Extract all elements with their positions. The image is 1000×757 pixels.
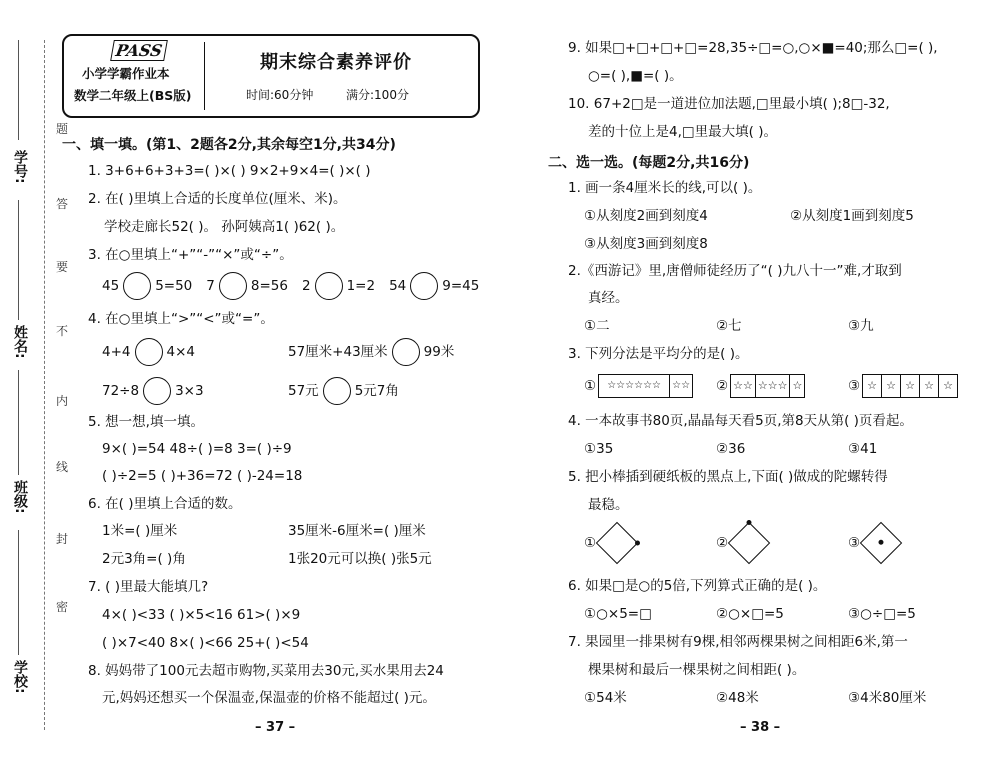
choice-5-opt-b xyxy=(716,528,774,558)
stick-dot xyxy=(634,539,641,546)
choice-1-opt-b: ②从刻度1画到刻度5 xyxy=(790,208,914,224)
series-name: 小学学霸作业本 xyxy=(82,66,170,81)
choice-7-opt: ②48米 xyxy=(716,690,759,706)
question-8: 8. 妈妈带了100元去超市购物,买菜用去30元,买水果用去24 xyxy=(88,663,444,679)
question-4-row1-b xyxy=(288,338,454,366)
star-group: ☆ xyxy=(943,379,954,392)
star-group-box xyxy=(862,374,958,398)
school-label: 学校: xyxy=(12,660,28,694)
choice-7-opt: ③4米80厘米 xyxy=(848,690,927,706)
star-group: ☆ xyxy=(792,379,803,392)
choice-7-opt: ①54米 xyxy=(584,690,627,706)
question-9-cont: ○=( ),■=( )。 xyxy=(588,68,683,84)
question-6: 6. 在( )里填上合适的数。 xyxy=(88,496,242,512)
student-id-label: 学号: xyxy=(12,150,28,184)
choice-3: 3. 下列分法是平均分的是( )。 xyxy=(568,346,749,362)
question-7-row1: 4×( )<33 ( )×5<16 61>( )×9 xyxy=(102,607,301,623)
question-6-b1: 2元3角=( )角 xyxy=(102,551,186,567)
q4-right: 5元7角 xyxy=(354,383,399,399)
seal-char: 题 xyxy=(56,122,69,136)
full-score: 满分:100分 xyxy=(346,88,409,102)
student-name-label: 姓名: xyxy=(12,325,28,359)
question-5-row1: 9×( )=54 48÷( )=8 3=( )÷9 xyxy=(102,441,292,457)
q4-left: 57厘米+43厘米 xyxy=(288,344,388,360)
star-group-box xyxy=(598,374,693,398)
star-group: ☆ xyxy=(920,375,939,397)
choice-6-opt: ①○×5=□ xyxy=(584,606,652,622)
choice-5-opt-a xyxy=(584,528,642,558)
q4-right: 99米 xyxy=(423,344,455,360)
q3-left: 54 xyxy=(389,278,407,294)
option-label: ① xyxy=(584,378,597,394)
school-write-line xyxy=(18,530,19,655)
header-box xyxy=(62,34,480,118)
question-6-a1: 1米=( )厘米 xyxy=(102,523,178,539)
choice-1: 1. 画一条4厘米长的线,可以( )。 xyxy=(568,180,762,196)
star-group: ☆☆ xyxy=(672,380,691,391)
answer-circle[interactable] xyxy=(323,377,351,405)
binding-line xyxy=(44,40,45,730)
q3-right: 5=50 xyxy=(155,278,193,294)
question-6-a2: 35厘米-6厘米=( )厘米 xyxy=(288,523,426,539)
option-label: ② xyxy=(716,378,729,394)
stick-dot xyxy=(878,539,885,546)
answer-circle[interactable] xyxy=(315,272,343,300)
answer-circle[interactable] xyxy=(392,338,420,366)
question-9: 9. 如果□+□+□+□=28,35÷□=○,○×■=40;那么□=( ), xyxy=(568,40,938,56)
choice-4-opt: ②36 xyxy=(716,441,746,457)
star-group: ☆ xyxy=(882,375,901,397)
question-3: 3. 在○里填上“+”“-”“×”或“÷”。 xyxy=(88,247,293,263)
class-write-line xyxy=(18,370,19,475)
question-1: 1. 3+6+6+3+3=( )×( ) 9×2+9×4=( )×( ) xyxy=(88,163,371,179)
q4-right: 3×3 xyxy=(175,383,204,399)
question-7: 7. ( )里最大能填几? xyxy=(88,579,209,595)
question-4: 4. 在○里填上“>”“<”或“=”。 xyxy=(88,311,274,327)
choice-3-opt-c xyxy=(848,374,958,398)
answer-circle[interactable] xyxy=(123,272,151,300)
option-label: ② xyxy=(716,535,729,551)
choice-3-opt-b xyxy=(716,374,805,398)
choice-1-opt-c: ③从刻度3画到刻度8 xyxy=(584,236,708,252)
q4-right: 4×4 xyxy=(166,344,195,360)
choice-2: 2.《西游记》里,唐僧师徒经历了“( )九八十一”难,才取到 xyxy=(568,263,902,279)
seal-char: 答 xyxy=(56,197,69,211)
header-divider xyxy=(204,42,205,110)
choice-3-opt-a xyxy=(584,374,693,398)
question-4-row1-a xyxy=(102,338,195,366)
choice-5: 5. 把小棒插到硬纸板的黑点上,下面( )做成的陀螺转得 xyxy=(568,469,888,485)
choice-4-opt: ③41 xyxy=(848,441,878,457)
choice-5-opt-c xyxy=(848,528,906,558)
section-choice: 二、选一选。(每题2分,共16分) xyxy=(548,155,750,171)
option-label: ③ xyxy=(848,378,861,394)
question-4-row2-a xyxy=(102,377,204,405)
choice-6-opt: ②○×□=5 xyxy=(716,606,784,622)
seal-char: 线 xyxy=(56,460,69,474)
star-group: ☆ xyxy=(901,375,920,397)
edition: 数学二年级上(BS版) xyxy=(74,88,192,103)
star-group: ☆☆☆☆☆☆ xyxy=(599,375,670,397)
q3-left: 2 xyxy=(301,278,311,294)
q3-right: 8=56 xyxy=(250,278,288,294)
top-card-diamond xyxy=(596,522,638,564)
question-6-b2: 1张20元可以换( )张5元 xyxy=(288,551,432,567)
question-8-cont: 元,妈妈还想买一个保温壶,保温壶的价格不能超过( )元。 xyxy=(102,690,436,706)
page-number-right: – 38 – xyxy=(740,720,781,735)
name-write-line xyxy=(18,200,19,320)
choice-2-opt: ①二 xyxy=(584,318,610,334)
q3-right: 9=45 xyxy=(442,278,480,294)
question-10: 10. 67+2□是一道进位加法题,□里最小填( );8□-32, xyxy=(568,96,890,112)
q4-left: 57元 xyxy=(288,383,319,399)
id-write-line xyxy=(18,40,19,140)
seal-char: 不 xyxy=(56,324,69,338)
section-fill-blank: 一、填一填。(第1、2题各2分,其余每空1分,共34分) xyxy=(62,137,396,153)
option-label: ① xyxy=(584,535,597,551)
class-label: 班级: xyxy=(12,480,28,514)
q4-left: 72÷8 xyxy=(102,383,140,399)
choice-6-opt: ③○÷□=5 xyxy=(848,606,916,622)
choice-2-opt: ②七 xyxy=(716,318,742,334)
choice-2-opt: ③九 xyxy=(848,318,874,334)
seal-char: 密 xyxy=(56,600,69,614)
page-number-left: – 37 – xyxy=(255,720,296,735)
q3-left: 7 xyxy=(206,278,215,294)
question-7-row2: ( )×7<40 8×( )<66 25+( )<54 xyxy=(102,635,309,651)
question-5-row2: ( )÷2=5 ( )+36=72 ( )-24=18 xyxy=(102,468,303,484)
star-group: ☆☆ xyxy=(731,375,756,397)
answer-circle[interactable] xyxy=(135,338,163,366)
q4-left: 4+4 xyxy=(102,344,131,360)
star-group: ☆ xyxy=(863,375,882,397)
pass-logo: PASS xyxy=(110,40,168,61)
question-2-content: 学校走廊长52( )。 孙阿姨高1( )62( )。 xyxy=(104,219,345,235)
q3-left: 45 xyxy=(102,278,120,294)
seal-char: 要 xyxy=(56,260,69,274)
top-card-diamond xyxy=(728,522,770,564)
top-card-diamond xyxy=(860,522,902,564)
choice-4: 4. 一本故事书80页,晶晶每天看5页,第8天从第( )页看起。 xyxy=(568,413,913,429)
choice-7: 7. 果园里一排果树有9棵,相邻两棵果树之间相距6米,第一 xyxy=(568,634,908,650)
question-5: 5. 想一想,填一填。 xyxy=(88,414,204,430)
seal-char: 内 xyxy=(56,394,69,408)
stick-dot xyxy=(746,519,753,526)
question-3-items xyxy=(102,272,479,300)
q3-right: 1=2 xyxy=(346,278,376,294)
choice-7-cont: 棵果树和最后一棵果树之间相距( )。 xyxy=(588,662,806,678)
choice-1-opt-a: ①从刻度2画到刻度4 xyxy=(584,208,708,224)
answer-circle[interactable] xyxy=(219,272,247,300)
star-group: ☆☆☆ xyxy=(756,375,791,397)
answer-circle[interactable] xyxy=(143,377,171,405)
exam-time: 时间:60分钟 xyxy=(246,88,314,102)
page-title: 期末综合素养评价 xyxy=(260,52,412,73)
choice-6: 6. 如果□是○的5倍,下列算式正确的是( )。 xyxy=(568,578,827,594)
question-10-cont: 差的十位上是4,□里最大填( )。 xyxy=(588,124,777,140)
choice-5-cont: 最稳。 xyxy=(588,497,629,513)
answer-circle[interactable] xyxy=(410,272,438,300)
question-2: 2. 在( )里填上合适的长度单位(厘米、米)。 xyxy=(88,191,347,207)
star-group-box xyxy=(730,374,805,398)
seal-char: 封 xyxy=(56,532,69,546)
choice-2-cont: 真经。 xyxy=(588,290,629,306)
choice-4-opt: ①35 xyxy=(584,441,614,457)
question-4-row2-b xyxy=(288,377,399,405)
option-label: ③ xyxy=(848,535,861,551)
